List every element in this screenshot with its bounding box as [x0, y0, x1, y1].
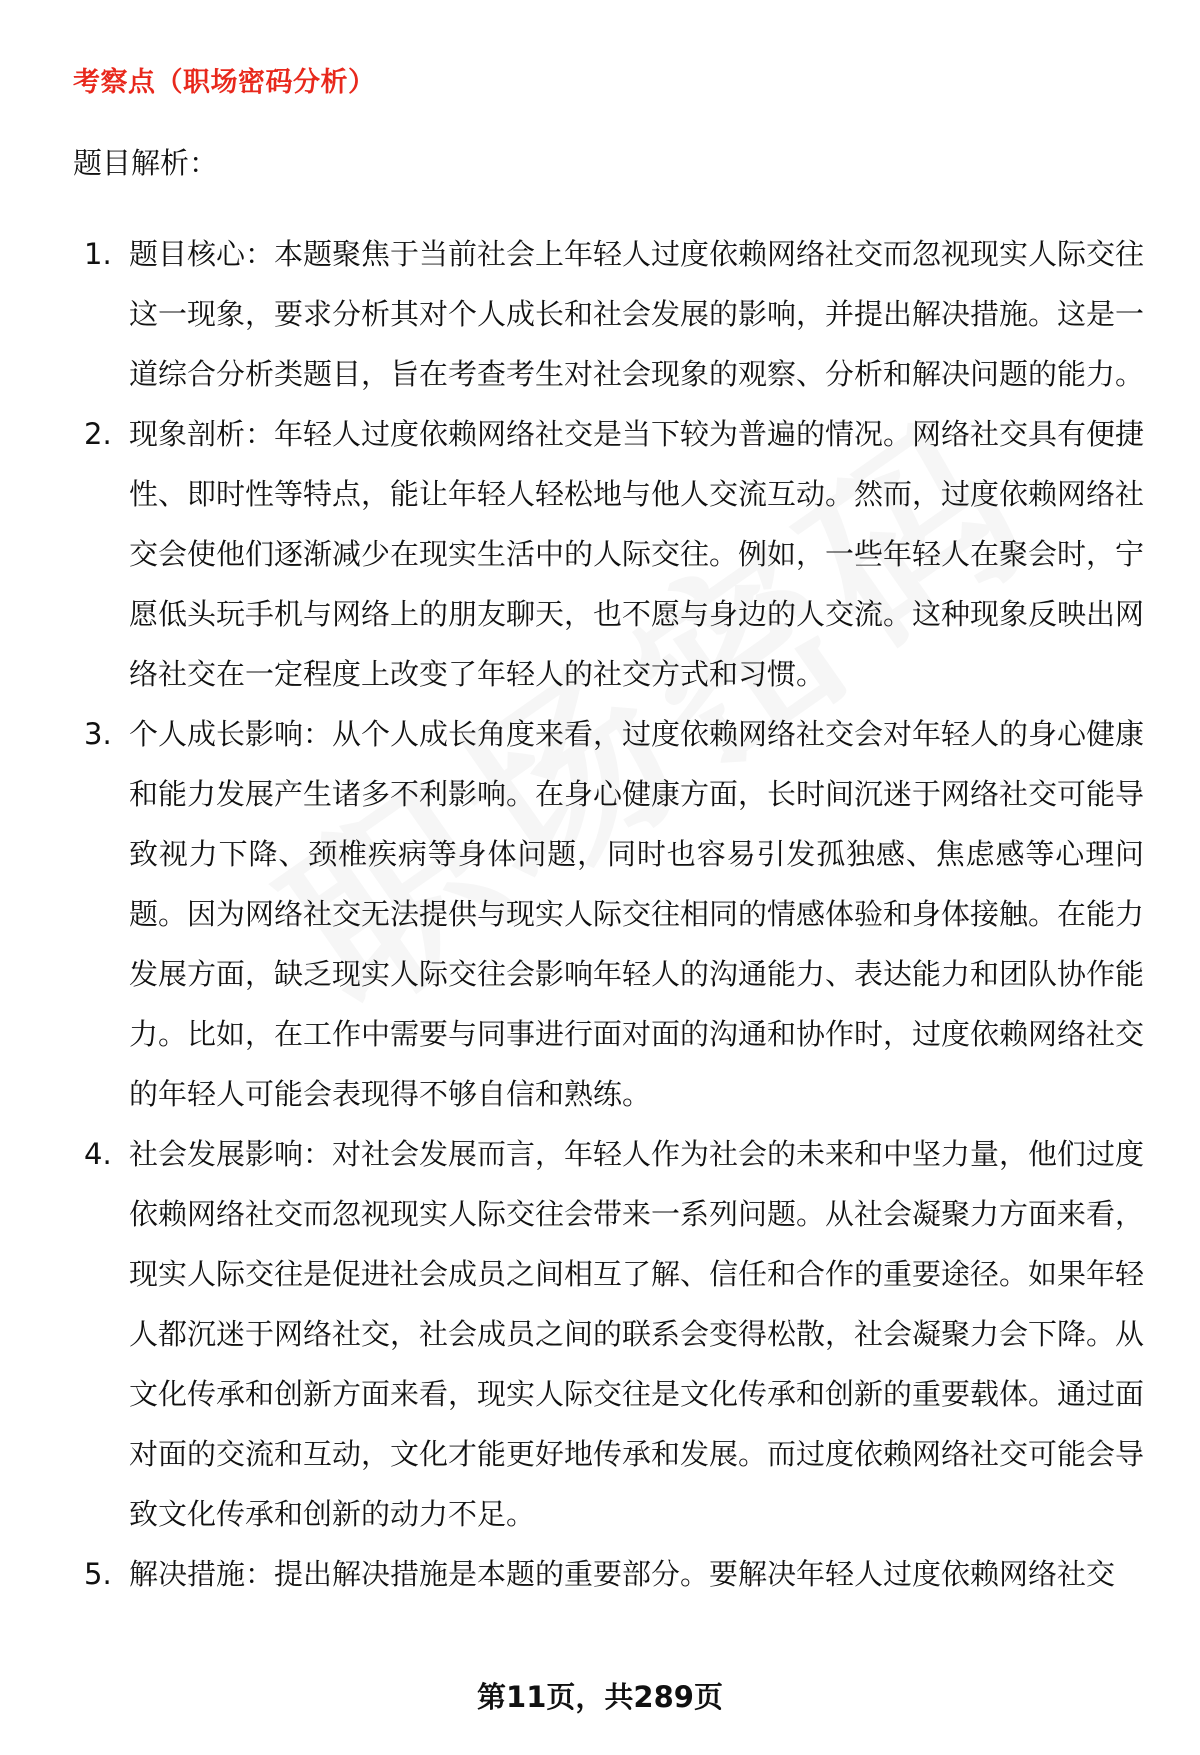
- list-item-number: 3.: [84, 717, 112, 751]
- section-title: 考察点（职场密码分析）: [73, 67, 376, 98]
- list-item-number: 1.: [84, 237, 112, 271]
- list-item-text: 题目核心：本题聚焦于当前社会上年轻人过度依赖网络社交而忽视现实人际交往这一现象，要求分析其对个人成长和社会发展的影响，并提出解决措施。这是一道综合分析类题目，旨在考查考生对社会现象的观察、分析和解决问题的能力。: [129, 237, 1145, 391]
- list-item: [84, 224, 1144, 404]
- list-item: [84, 1544, 1144, 1604]
- list-item-text: 现象剖析：年轻人过度依赖网络社交是当下较为普遍的情况。网络社交具有便捷性、即时性等特点，能让年轻人轻松地与他人交流互动。然而，过度依赖网络社交会使他们逐渐减少在现实生活中的人际交往。例如，一些年轻人在聚会时，宁愿低头玩手机与网络上的朋友聊天，也不愿与身边的人交流。这种现象反映出网络社交在一定程度上改变了年轻人的社交方式和习惯。: [129, 417, 1145, 691]
- list-item-number: 5.: [84, 1557, 112, 1591]
- list-item-text: 个人成长影响：从个人成长角度来看，过度依赖网络社交会对年轻人的身心健康和能力发展产生诸多不利影响。在身心健康方面，长时间沉迷于网络社交可能导致视力下降、颈椎疾病等身体问题，同时也容易引发孤独感、焦虑感等心理问题。因为网络社交无法提供与现实人际交往相同的情感体验和身体接触。在能力发展方面，缺乏现实人际交往会影响年轻人的沟通能力、表达能力和团队协作能力。比如，在工作中需要与同事进行面对面的沟通和协作时，过度依赖网络社交的年轻人可能会表现得不够自信和熟练。: [129, 717, 1145, 1111]
- page-number: 第11页，共289页: [477, 1680, 723, 1714]
- list-item: [84, 1124, 1144, 1544]
- subtitle: 题目解析：: [73, 146, 219, 180]
- list-item-text: 解决措施：提出解决措施是本题的重要部分。要解决年轻人过度依赖网络社交: [129, 1557, 1116, 1591]
- list-item: [84, 704, 1144, 1124]
- analysis-list: [84, 224, 1144, 1604]
- list-item-text: 社会发展影响：对社会发展而言，年轻人作为社会的未来和中坚力量，他们过度依赖网络社交而忽视现实人际交往会带来一系列问题。从社会凝聚力方面来看，现实人际交往是促进社会成员之间相互了解、信任和合作的重要途径。如果年轻人都沉迷于网络社交，社会成员之间的联系会变得松散，社会凝聚力会下降。从文化传承和创新方面来看，现实人际交往是文化传承和创新的重要载体。通过面对面的交流和互动，文化才能更好地传承和发展。而过度依赖网络社交可能会导致文化传承和创新的动力不足。: [129, 1137, 1145, 1531]
- list-item: [84, 404, 1144, 704]
- list-item-number: 2.: [84, 417, 112, 451]
- list-item-number: 4.: [84, 1137, 112, 1171]
